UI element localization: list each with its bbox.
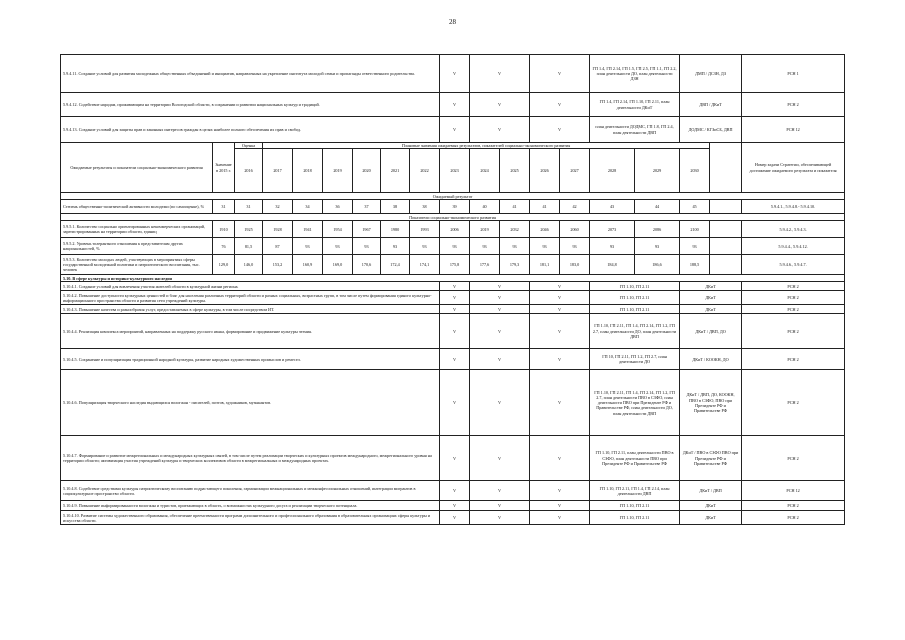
indicator-value: 1993 xyxy=(410,221,440,238)
mark-cell: V xyxy=(530,349,590,370)
executor-cell: ДВП / ДКиТ xyxy=(680,93,742,117)
indicator-value: 1954 xyxy=(323,221,353,238)
measure-text: 5.10.4.6. Популяризация творческого наследия выдающихся вологжан - писателей, поэтов, художников, музыкантов. xyxy=(61,370,440,436)
mark-cell: V xyxy=(530,282,590,291)
mark-cell: V xyxy=(530,93,590,117)
year-header: 2017 xyxy=(263,149,293,193)
tasks-cell: РСН 2 xyxy=(742,305,845,314)
indicator-value: 41 xyxy=(530,200,560,214)
mark-cell: V xyxy=(440,117,470,143)
measure-text: 5.9.4.13. Создание условий для защиты прав и законных интересов граждан в целях наиболее полного обеспечения их прав и свобод. xyxy=(61,117,440,143)
year-header: 2027 xyxy=(560,149,590,193)
indicator-value: 177,6 xyxy=(470,255,500,275)
mark-cell: V xyxy=(440,291,470,305)
indicator-value: 129,0 xyxy=(213,255,235,275)
indicator-tasks: 5.9.4.6., 5.9.4.7. xyxy=(742,255,845,275)
indicator-value: 172,4 xyxy=(381,255,410,275)
program-cell: ГП 1.10, ГП 2.11, ГП 1.4, ГП 2.14, план деятельности ДВП xyxy=(590,481,680,501)
mark-cell: V xyxy=(470,436,530,481)
indicator-text: 5.9.5.1. Количество социально ориентированных некоммерческих организаций, зарегистрированных на территории области, единиц xyxy=(61,221,213,238)
executor-cell: ДКиТ xyxy=(680,501,742,511)
mark-cell: V xyxy=(530,55,590,93)
measure-text: 5.10.4.7. Формирование и развитие межрегиональных и международных культурных связей, в том числе путем реализации творческих и культурных проектов международного, межрегионального уровня на территории области; активизация участия учреждений культуры и творческих коллективов области в межрегиональных и международных проектах. xyxy=(61,436,440,481)
mark-cell: V xyxy=(530,305,590,314)
indicator-value: 183,0 xyxy=(560,255,590,275)
indicator-value: 2100 xyxy=(680,221,710,238)
indicator-value: 1910 xyxy=(213,221,235,238)
measure-text: 5.10.4.8. Содействие средствами культуры патриотическому воспитанию подрастающего поколения, гармонизации межнациональных и межконфессиональных отношений, интеграции мигрантов в социокультурное пространство области. xyxy=(61,481,440,501)
indicator-value: 81,5 xyxy=(235,238,263,255)
measure-row xyxy=(61,501,845,511)
indicator-value: 1967 xyxy=(353,221,381,238)
tasks-cell: РСН 1 xyxy=(742,55,845,93)
indicator-value: 2032 xyxy=(500,221,530,238)
indicator-row xyxy=(61,255,845,275)
program-cell: ГП 1.10, ГП 2.11, ГП 1.4, ГП 2.14, ГП 1.2, ГП 2.7, план деятельности ПВО в СЗФО, план деятельности ПВО при Президенте РФ и Правительстве РФ, план деятельности ДО, план деятельности ДВП xyxy=(590,370,680,436)
executor-cell: ДКиТ xyxy=(680,511,742,525)
indicator-value: 93 xyxy=(560,238,590,255)
indicator-value: 93 xyxy=(590,238,635,255)
indicator-value: 40 xyxy=(470,200,500,214)
year-header: 2020 xyxy=(353,149,381,193)
measure-row xyxy=(61,436,845,481)
indicator-value: 184,8 xyxy=(590,255,635,275)
indicator-value: 186,6 xyxy=(635,255,680,275)
indicator-tasks: 5.9.4.4., 5.9.4.12. xyxy=(742,238,845,255)
mark-cell: V xyxy=(470,282,530,291)
measure-row xyxy=(61,291,845,305)
program-cell: ГП 1.4, ГП 2.14, ГП 1.10, ГП 2.11, план деятельности ДКиТ xyxy=(590,93,680,117)
program-cell: ГП 1.10, ГП 2.11 xyxy=(590,291,680,305)
indicator-value: 93 xyxy=(680,238,710,255)
measure-text: 5.9.4.12. Содействие народам, проживающим на территории Вологодской области, в сохранении и развитии национальных культур и традиций. xyxy=(61,93,440,117)
mark-cell: V xyxy=(530,511,590,525)
header-planned: Плановые значения ожидаемых результатов, показателей социально-экономического развития xyxy=(263,143,710,149)
year-header: 2016 xyxy=(235,149,263,193)
indicator-text: 5.9.5.3. Количество молодых людей, участвующих в мероприятиях сферы государственной молодежной политики и патриотического воспитания, тыс. человек xyxy=(61,255,213,275)
measure-text: 5.10.4.2. Повышение доступности культурных ценностей и благ для населения различных территорий области и разных социальных, возрастных групп, в том числе путем формирования единого культурно-информационного пространства области и развития сети учреждений культуры. xyxy=(61,291,440,305)
tasks-cell: РСН 2 xyxy=(742,282,845,291)
header-estimate: Оценка xyxy=(235,143,263,149)
measure-text: 5.10.4.9. Повышение информированности вологжан и туристов, приезжающих в область, о возможностях культурного досуга и реализации творческого потенциала. xyxy=(61,501,440,511)
indicator-value: 93 xyxy=(323,238,353,255)
measure-text: 5.10.4.1. Создание условий для вовлечения участия жителей области в культурной жизни региона. xyxy=(61,282,440,291)
indicator-value: 38 xyxy=(381,200,410,214)
indicator-value: 188,5 xyxy=(680,255,710,275)
indicator-row xyxy=(61,200,845,214)
mark-cell: V xyxy=(440,282,470,291)
indicator-value: 2019 xyxy=(470,221,500,238)
mark-cell: V xyxy=(470,305,530,314)
indicator-value: 76 xyxy=(213,238,235,255)
mark-cell: V xyxy=(530,291,590,305)
measure-row xyxy=(61,370,845,436)
empty-cell xyxy=(710,143,742,193)
program-cell: ГП 1.10, ГП 2.11, план деятельности ПВО в СЗФО, план деятельности ПВО при Президенте РФ и Правительстве РФ xyxy=(590,436,680,481)
measure-row xyxy=(61,282,845,291)
tasks-cell: РСН 2 xyxy=(742,370,845,436)
indicator-value: 93 xyxy=(635,238,680,255)
indicator-value: 1925 xyxy=(235,221,263,238)
section-culture: 5.10. В сфере культуры и историко-культурного наследия xyxy=(61,275,845,282)
empty-cell xyxy=(710,221,742,238)
year-header: 2019 xyxy=(323,149,353,193)
indicator-value: 2073 xyxy=(590,221,635,238)
mark-cell: V xyxy=(440,93,470,117)
executor-cell: ДМП / ДСЗН, ДЗ xyxy=(680,55,742,93)
mark-cell: V xyxy=(530,117,590,143)
executor-cell: ДКиТ xyxy=(680,291,742,305)
measure-text: 5.9.4.11. Создание условий для развития молодежных общественных объединений и инициатив, направленных на укрепление института молодой семьи и пропаганды ответственного родительства. xyxy=(61,55,440,93)
measure-text: 5.10.4.3. Повышение качества и разнообразия услуг, предоставляемых в сфере культуры, в том числе посредством ИТ. xyxy=(61,305,440,314)
executor-cell: ДОДМС / КГЗиСБ, ДВП xyxy=(680,117,742,143)
tasks-cell: РСН 2 xyxy=(742,93,845,117)
empty-cell xyxy=(710,255,742,275)
indicator-value: 31 xyxy=(235,200,263,214)
mark-cell: V xyxy=(440,501,470,511)
program-cell: ГП 1.4, ГП 2.14, ГП 1.5, ГП 2.5, ГП 1.1, ГП 2.2, план деятельности ДО, план деятельности ДЗН xyxy=(590,55,680,93)
indicator-value: 1980 xyxy=(381,221,410,238)
indicator-value: 153,2 xyxy=(263,255,293,275)
empty-cell xyxy=(710,200,742,214)
year-header: 2026 xyxy=(530,149,560,193)
executor-cell: ДКиТ / ДВП xyxy=(680,481,742,501)
mark-cell: V xyxy=(440,349,470,370)
executor-cell: ДКиТ xyxy=(680,305,742,314)
mark-cell: V xyxy=(530,314,590,349)
indicator-value: 42 xyxy=(560,200,590,214)
indicator-value: 2006 xyxy=(440,221,470,238)
measure-row xyxy=(61,314,845,349)
program-cell: ГП 1.10, ГП 2.11 xyxy=(590,501,680,511)
indicator-tasks: 5.9.4.2., 5.9.4.3. xyxy=(742,221,845,238)
section-row xyxy=(61,214,845,221)
mark-cell: V xyxy=(470,55,530,93)
empty-cell xyxy=(710,238,742,255)
mark-cell: V xyxy=(440,55,470,93)
program-cell: ГП 1.10, ГП 2.11 xyxy=(590,511,680,525)
year-header: 2029 xyxy=(635,149,680,193)
program-cell: ГП 1.10, ГП 2.11 xyxy=(590,305,680,314)
section-indicators: Показатели социально-экономического развития xyxy=(61,214,845,221)
year-header: 2018 xyxy=(293,149,323,193)
tasks-cell: РСН 2 xyxy=(742,314,845,349)
indicator-value: 93 xyxy=(381,238,410,255)
measure-row xyxy=(61,305,845,314)
mark-cell: V xyxy=(470,511,530,525)
indicator-value: 43 xyxy=(590,200,635,214)
tasks-cell: РСН 12 xyxy=(742,481,845,501)
measure-row xyxy=(61,511,845,525)
measure-text: 5.10.4.5. Сохранение и популяризация традиционной народной культуры, развитие народных художественных промыслов и ремесел. xyxy=(61,349,440,370)
executor-cell: ДКиТ xyxy=(680,282,742,291)
indicator-value: 2060 xyxy=(560,221,590,238)
mark-cell: V xyxy=(470,314,530,349)
section-expected: Ожидаемый результат xyxy=(61,193,845,200)
header-value: Значение в 2015 г. xyxy=(213,143,235,193)
indicator-value: 1941 xyxy=(293,221,323,238)
tasks-cell: РСН 2 xyxy=(742,511,845,525)
year-header: 2025 xyxy=(500,149,530,193)
mark-cell: V xyxy=(470,349,530,370)
mark-cell: V xyxy=(470,501,530,511)
measure-row xyxy=(61,117,845,143)
program-cell: ГП 1.10, ГП 2.11, ГП 1.4, ГП 2.14, ГП 1.2, ГП 2.7, план деятельности ДО, план деятельности ДВП xyxy=(590,314,680,349)
tasks-cell: РСН 2 xyxy=(742,501,845,511)
mark-cell: V xyxy=(470,93,530,117)
executor-cell: ДКиТ / ПВО в СЗФО ПВО при Президенте РФ и Правительстве РФ xyxy=(680,436,742,481)
measure-text: 5.10.4.4. Реализация комплекса мероприятий, направленных на поддержку русского языка, формирование и продвижение культуры чтения. xyxy=(61,314,440,349)
indicator-value: 45 xyxy=(680,200,710,214)
indicator-value: 39 xyxy=(440,200,470,214)
indicator-row xyxy=(61,238,845,255)
page-number: 28 xyxy=(449,18,456,26)
header-row-1 xyxy=(61,143,845,149)
year-header: 2028 xyxy=(590,149,635,193)
mark-cell: V xyxy=(530,501,590,511)
indicator-value: 93 xyxy=(470,238,500,255)
measure-row xyxy=(61,349,845,370)
indicator-value: 174,1 xyxy=(410,255,440,275)
mark-cell: V xyxy=(470,291,530,305)
mark-cell: V xyxy=(470,481,530,501)
indicator-value: 170,6 xyxy=(353,255,381,275)
year-header: 2023 xyxy=(440,149,470,193)
executor-cell: ДКиТ / ДВП, ДО xyxy=(680,314,742,349)
mark-cell: V xyxy=(470,117,530,143)
mark-cell: V xyxy=(440,370,470,436)
year-header: 2030 xyxy=(680,149,710,193)
measure-row xyxy=(61,481,845,501)
header-task: Номер задачи Стратегии, обеспечивающей достижение ожидаемого результата и показателя xyxy=(742,143,845,193)
indicator-value: 2046 xyxy=(530,221,560,238)
indicator-value: 93 xyxy=(293,238,323,255)
header-label: Ожидаемые результаты и показатели социально-экономического развития xyxy=(61,143,213,193)
executor-cell: ДКиТ / ДВП, ДО, КООКН, ПВО в СЗФО, ПВО при Президенте РФ и Правительстве РФ xyxy=(680,370,742,436)
indicator-value: 93 xyxy=(353,238,381,255)
indicator-value: 32 xyxy=(263,200,293,214)
tasks-cell: РСН 12 xyxy=(742,117,845,143)
mark-cell: V xyxy=(440,436,470,481)
year-header: 2024 xyxy=(470,149,500,193)
indicator-value: 181,1 xyxy=(530,255,560,275)
mark-cell: V xyxy=(530,436,590,481)
indicator-value: 146,0 xyxy=(235,255,263,275)
tasks-cell: РСН 2 xyxy=(742,436,845,481)
indicator-value: 93 xyxy=(440,238,470,255)
indicator-value: 2086 xyxy=(635,221,680,238)
indicator-value: 169,0 xyxy=(323,255,353,275)
indicator-value: 34 xyxy=(293,200,323,214)
mark-cell: V xyxy=(440,305,470,314)
indicator-value: 93 xyxy=(500,238,530,255)
indicator-value: 44 xyxy=(635,200,680,214)
program-cell: ГП 10, ГП 2.11, ГП 1.2, ГП 2.7, план деятельности ДО xyxy=(590,349,680,370)
indicator-value: 37 xyxy=(353,200,381,214)
indicator-value: 160,9 xyxy=(293,255,323,275)
measure-text: 5.10.4.10. Развитие системы художественного образования, обеспечение преемственности программ дополнительного и профессионального образования в образовательных организациях сферы культуры и искусства области. xyxy=(61,511,440,525)
indicator-tasks: 5.9.4.1., 5.9.4.8.- 5.9.4.10. xyxy=(742,200,845,214)
indicator-row xyxy=(61,221,845,238)
year-header: 2021 xyxy=(381,149,410,193)
mark-cell: V xyxy=(470,370,530,436)
section-row xyxy=(61,275,845,282)
indicator-value: 93 xyxy=(530,238,560,255)
indicator-value: 87 xyxy=(263,238,293,255)
executor-cell: ДКиТ / КООКН, ДО xyxy=(680,349,742,370)
measure-row xyxy=(61,93,845,117)
indicator-value: 36 xyxy=(323,200,353,214)
mark-cell: V xyxy=(440,314,470,349)
mark-cell: V xyxy=(440,481,470,501)
strategy-table xyxy=(60,54,845,525)
indicator-text: Степень общественно-политической активности молодежи (по самооценке), % xyxy=(61,200,213,214)
indicator-value: 1928 xyxy=(263,221,293,238)
tasks-cell: РСН 2 xyxy=(742,349,845,370)
indicator-value: 41 xyxy=(500,200,530,214)
indicator-value: 31 xyxy=(213,200,235,214)
indicator-value: 38 xyxy=(410,200,440,214)
mark-cell: V xyxy=(530,481,590,501)
measure-row xyxy=(61,55,845,93)
indicator-value: 179,3 xyxy=(500,255,530,275)
tasks-cell: РСН 2 xyxy=(742,291,845,305)
section-row xyxy=(61,193,845,200)
program-cell: ГП 1.10, ГП 2.11 xyxy=(590,282,680,291)
mark-cell: V xyxy=(440,511,470,525)
mark-cell: V xyxy=(530,370,590,436)
indicator-value: 175,8 xyxy=(440,255,470,275)
indicator-value: 93 xyxy=(410,238,440,255)
indicator-text: 5.9.5.2. Уровень толерантного отношения к представителям других национальностей, % xyxy=(61,238,213,255)
year-header: 2022 xyxy=(410,149,440,193)
program-cell: план деятельности ДОДМС, ГП 1.8, ГП 2.4, план деятельности ДВП xyxy=(590,117,680,143)
